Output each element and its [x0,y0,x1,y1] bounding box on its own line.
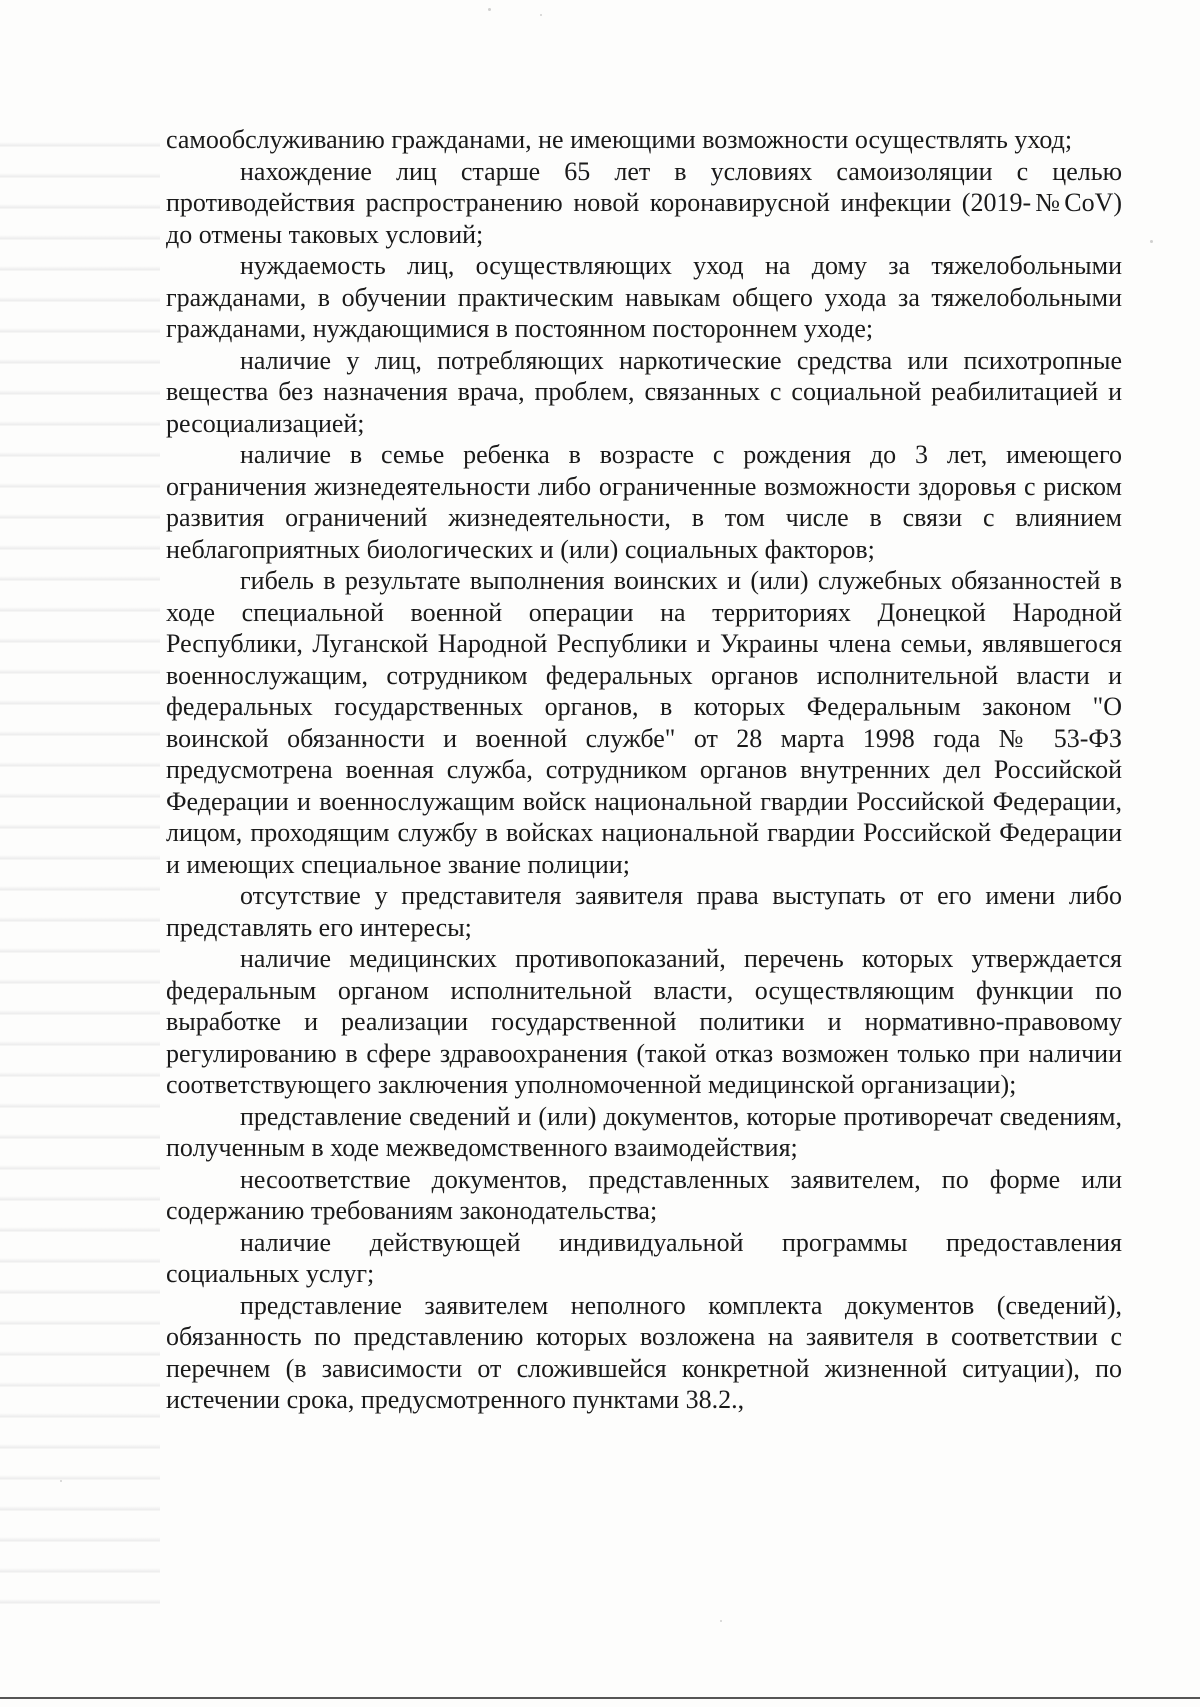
paragraph-1: самообслуживанию гражданами, не имеющими возможности осуществлять уход; [166,125,1073,154]
paragraph-2: нахождение лиц старше 65 лет в условиях самоизоляции с целью противодействия распространению новой коронавирусной инфекции (2019-№CoV) до отмены таковых условий; [166,156,1122,249]
paragraph-8: наличие медицинских противопоказаний, перечень которых утверждается федеральным органом исполнительной власти, осуществляющим функции по выработке и реализации государственной политики и нормативно-правовому регулированию в сфере здравоохранения (такой отказ возможен только при наличии соответствующего заключения уполномоченной медицинской организации); [166,944,1122,1099]
paragraph-6: гибель в результате выполнения воинских и (или) служебных обязанностей в ходе специальной военной операции на территориях Донецкой Народной Республики, Луганской Народной Республики и Украины члена семьи, являвшегося военнослужащим, сотрудником федеральных органов исполнительной власти и федеральных государственных органов, в которых Федеральным законом "О воинской обязанности и военной службе" от 28 марта 1998 года № 53-ФЗ предусмотрена военная служба, сотрудником органов внутренних дел Российской Федерации и военнослужащим войск национальной гвардии Российской Федерации, лицом, проходящим службу в войсках национальной гвардии Российской Федерации и имеющих специальное звание полиции; [166,566,1122,879]
paragraph-7: отсутствие у представителя заявителя права выступать от его имени либо представлять его интересы; [166,881,1122,942]
scan-speck [60,1480,62,1482]
paragraph-9: представление сведений и (или) документов, которые противоречат сведениям, полученным в ходе межведомственного взаимодействия; [166,1101,1122,1162]
scan-edge-line [0,1697,1200,1699]
paragraph-10: несоответствие документов, представленных заявителем, по форме или содержанию требованиям законодательства; [166,1164,1122,1225]
paragraph-3: нуждаемость лиц, осуществляющих уход на дому за тяжелобольными гражданами, в обучении практическим навыкам общего ухода за тяжелобольными гражданами, нуждающимися в постоянном постороннем уходе; [166,251,1122,343]
document-body [166,124,1122,1416]
paragraph-5: наличие в семье ребенка в возрасте с рождения до 3 лет, имеющего ограничения жизнедеятельности либо ограниченные возможности здоровья с риском развития ограничений жизнедеятельности, в том числе в связи с влиянием неблагоприятных биологических и (или) социальных факторов; [166,440,1122,564]
paragraph-12: представление заявителем неполного комплекта документов (сведений), обязанность по представлению которых возложена на заявителя в соответствии с перечнем (в зависимости от сложившейся конкретной жизненной ситуации), по истечении срока, предусмотренного пунктами 38.2., [166,1290,1122,1414]
paragraph-11: наличие действующей индивидуальной программы предоставления социальных услуг; [166,1227,1122,1288]
scan-speck [1150,240,1153,243]
scan-speck [540,14,542,16]
paragraph-4: наличие у лиц, потребляющих наркотические средства или психотропные вещества без назначения врача, проблем, связанных с социальной реабилитацией и ресоциализацией; [166,345,1122,438]
scan-speck [720,1620,722,1622]
scan-noise [0,130,160,1630]
scan-speck [488,8,491,11]
